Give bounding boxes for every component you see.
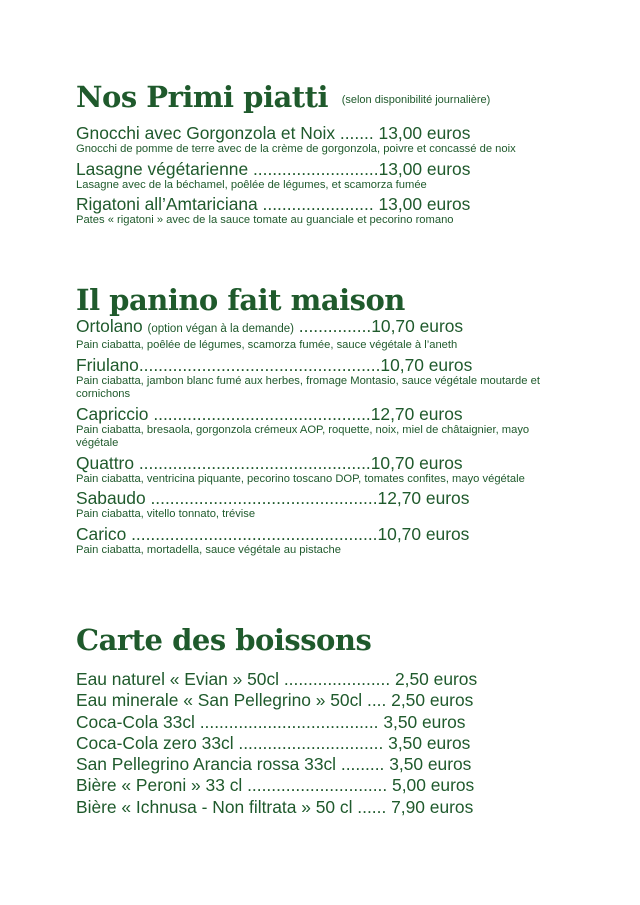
section-title-boissons: Carte des boissons (76, 623, 372, 657)
drink-item: Coca-Cola 33cl ..................................... 3,50 euros (76, 711, 466, 732)
item-option: (option végan à la demande) (147, 323, 294, 335)
menu-item-line: Quattro ................................................10,70 euros (76, 452, 463, 473)
item-name: Ortolano (76, 316, 143, 336)
drink-item: Coca-Cola zero 33cl .............................. 3,50 euros (76, 732, 471, 753)
section-title-panino: Il panino fait maison (76, 283, 405, 317)
menu-item-desc: Pain ciabatta, poêlée de légumes, scamorza fumée, sauce végétale à l’aneth (76, 339, 458, 351)
primi-note: (selon disponibilité journalière) (341, 94, 491, 106)
menu-item-line: Capriccio .............................................12,70 euros (76, 403, 463, 424)
drink-item: Eau naturel « Evian » 50cl ...................... 2,50 euros (76, 669, 478, 689)
boissons-list (76, 669, 566, 818)
drink-item: Bière « Ichnusa - Non filtrata » 50 cl ...... 7,90 euros (76, 796, 474, 817)
primi-title-text: Nos Primi piatti (76, 80, 329, 114)
menu-item-line: Sabaudo ...............................................12,70 euros (76, 488, 470, 508)
primi-list (76, 123, 566, 228)
item-price: ...............10,70 euros (293, 316, 464, 336)
drink-item: Eau minerale « San Pellegrino » 50cl .... 2,50 euros (76, 690, 474, 711)
menu-item-line: Gnocchi avec Gorgonzola et Noix ....... 13,00 euros (76, 123, 471, 143)
menu-item-desc: Pain ciabatta, mortadella, sauce végétale au pistache (76, 543, 341, 556)
panino-list (76, 316, 566, 557)
menu-item-desc: Lasagne avec de la béchamel, poêlée de légumes, et scamorza fumée (76, 178, 427, 191)
menu-item-desc: Pain ciabatta, jambon blanc fumé aux herbes, fromage Montasio, sauce végétale moutarde et cornichons (76, 374, 540, 400)
menu-item-line: Carico ...................................................10,70 euros (76, 523, 470, 544)
drink-item: San Pellegrino Arancia rossa 33cl ......... 3,50 euros (76, 754, 472, 775)
menu-item-desc: Pain ciabatta, bresaola, gorgonzola crémeux AOP, roquette, noix, miel de châtaignier, mayo végétale (76, 423, 530, 449)
menu-item-line: Lasagne végétarienne ..........................13,00 euros (76, 158, 471, 179)
menu-item-desc: Pates « rigatoni » avec de la sauce tomate au guanciale et pecorino romano (76, 214, 454, 226)
menu-item-line (76, 316, 566, 339)
menu-item-desc: Pain ciabatta, ventricina piquante, pecorino toscano DOP, tomates confites, mayo végétale (76, 472, 525, 485)
menu-item-line: Friulano..................................................10,70 euros (76, 354, 473, 375)
section-title-primi (76, 80, 491, 114)
menu-item-line: Rigatoni all’Amtariciana ....................... 13,00 euros (76, 194, 471, 214)
drink-item: Bière « Peroni » 33 cl ............................. 5,00 euros (76, 775, 475, 796)
menu-item-desc: Gnocchi de pomme de terre avec de la crème de gorgonzola, poivre et concassé de noix (76, 143, 516, 155)
menu-item-desc: Pain ciabatta, vitello tonnato, trévise (76, 508, 256, 520)
